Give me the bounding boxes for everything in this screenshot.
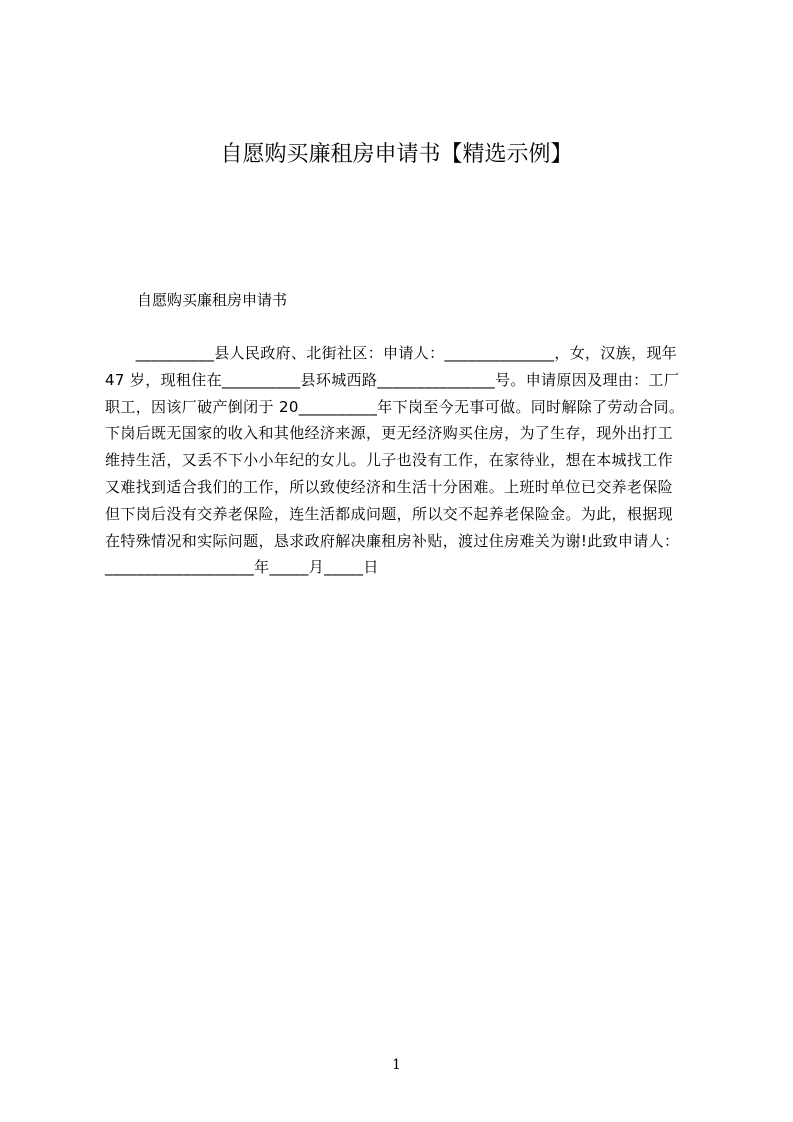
body-line: 47 岁，现租住在__________县环城西路_______________号。申请原因及理由：工厂 [105, 370, 680, 389]
body-line: 在特殊情况和实际问题，恳求政府解决廉租房补贴，渡过住房难关为谢!此致申请人： [105, 531, 680, 550]
body-line: 下岗后既无国家的收入和其他经济来源，更无经济购买住房，为了生存，现外出打工 [105, 424, 673, 443]
application-body [105, 340, 705, 581]
document-title: 自愿购买廉租房申请书【精选示例】 [220, 142, 573, 167]
body-line: 但下岗后没有交养老保险，连生活都成问题，所以交不起养老保险金。为此，根据现 [105, 504, 673, 523]
body-line: __________县人民政府、北街社区：申请人：______________，女，汉族，现年 [105, 344, 678, 362]
body-line: 又难找到适合我们的工作，所以致使经济和生活十分困难。上班时单位已交养老保险 [105, 477, 673, 496]
application-heading: 自愿购买廉租房申请书 [137, 291, 288, 309]
body-line: 职工，因该厂破产倒闭于 20__________年下岗至今无事可做。同时解除了劳动合同。 [105, 397, 685, 416]
signature-date-line: ___________________年_____月_____日 [105, 558, 379, 577]
body-line: 维持生活，又丢不下小小年纪的女儿。儿子也没有工作，在家待业，想在本城找工作 [105, 451, 673, 470]
page-number: 1 [392, 1057, 401, 1073]
